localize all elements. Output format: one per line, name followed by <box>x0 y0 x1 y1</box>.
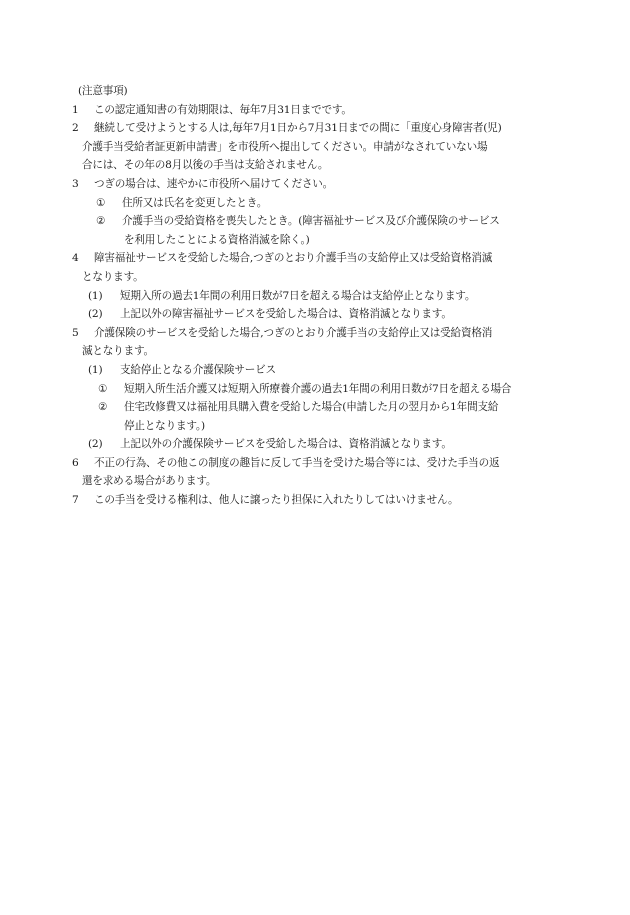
sub-sub-item-text-continued: 停止となります。) <box>124 419 205 432</box>
sub-item-number: ① <box>96 196 106 209</box>
item-number: 2 <box>72 122 79 135</box>
sub-sub-item <box>72 380 556 399</box>
sub-item-text: 住所又は氏名を変更したとき。 <box>122 196 268 209</box>
sub-item-number: (2) <box>88 308 103 321</box>
sub-item-text: 介護手当の受給資格を喪失したとき。(障害福祉サービス及び介護保険のサービス <box>122 215 500 228</box>
sub-item-text: 支給停止となる介護保険サービス <box>120 363 276 376</box>
note-item-6 <box>72 454 556 473</box>
item-text: 障害福祉サービスを受給した場合,つぎのとおり介護手当の支給停止又は受給資格消滅 <box>94 252 493 265</box>
sub-sub-item-number: ② <box>98 401 108 414</box>
notes-section <box>72 82 556 510</box>
sub-item-text-continued: を利用したことによる資格消滅を除く。) <box>124 233 310 246</box>
note-item-7 <box>72 491 556 510</box>
sub-sub-item-number: ① <box>98 382 108 395</box>
item-text: 介護保険のサービスを受給した場合,つぎのとおり介護手当の支給停止又は受給資格消 <box>94 326 493 339</box>
item-text: この認定通知書の有効期限は、毎年7月31日までです。 <box>94 103 352 116</box>
note-item-1 <box>72 101 556 120</box>
item-text-continued: 合には、その年の8月以後の手当は支給されません。 <box>82 159 329 172</box>
sub-item-number: (1) <box>88 363 103 376</box>
item-number: 4 <box>72 252 79 265</box>
sub-item-text: 上記以外の障害福祉サービスを受給した場合は、資格消滅となります。 <box>120 308 452 321</box>
note-item-4 <box>72 249 556 268</box>
item-text-continued: 滅となります。 <box>82 345 154 358</box>
note-item-3 <box>72 175 556 194</box>
sub-item-number: (1) <box>88 289 103 302</box>
notes-heading: (注意事項) <box>78 85 128 97</box>
item-text: つぎの場合は、速やかに市役所へ届けてください。 <box>94 177 334 190</box>
note-item-5 <box>72 324 556 343</box>
sub-item-number: ② <box>96 215 106 228</box>
item-text-continued: 介護手当受給者証更新申請書」を市役所へ提出してください。申請がなされていない場 <box>82 140 488 153</box>
item-text: 継続して受けようとする人は,毎年7月1日から7月31日までの間に「重度心身障害者(児) <box>94 122 502 135</box>
sub-sub-item <box>72 398 556 417</box>
item-number: 6 <box>72 456 79 469</box>
item-text: 不正の行為、その他この制度の趣旨に反して手当を受けた場合等には、受けた手当の返 <box>94 456 500 469</box>
sub-item <box>72 435 556 454</box>
item-number: 7 <box>72 494 79 507</box>
note-item-2 <box>72 119 556 138</box>
sub-item <box>72 194 556 213</box>
sub-item <box>72 287 556 306</box>
item-number: 1 <box>72 103 79 116</box>
sub-item-number: (2) <box>88 438 103 451</box>
sub-sub-item-text: 住宅改修費又は福祉用具購入費を受給した場合(申請した月の翌月から1年間支給 <box>124 401 499 414</box>
sub-item <box>72 361 556 380</box>
item-number: 5 <box>72 326 79 339</box>
item-number: 3 <box>72 177 79 190</box>
sub-item-text: 短期入所の過去1年間の利用日数が7日を超える場合は支給停止となります。 <box>120 289 476 302</box>
sub-item-text: 上記以外の介護保険サービスを受給した場合は、資格消滅となります。 <box>120 438 452 451</box>
sub-sub-item-text: 短期入所生活介護又は短期入所療養介護の過去1年間の利用日数が7日を超える場合 <box>124 382 512 395</box>
item-text-continued: 還を求める場合があります。 <box>82 475 217 488</box>
sub-item <box>72 212 556 231</box>
sub-item <box>72 305 556 324</box>
item-text-continued: となります。 <box>82 270 144 283</box>
item-text: この手当を受ける権利は、他人に譲ったり担保に入れたりしてはいけません。 <box>94 494 459 507</box>
